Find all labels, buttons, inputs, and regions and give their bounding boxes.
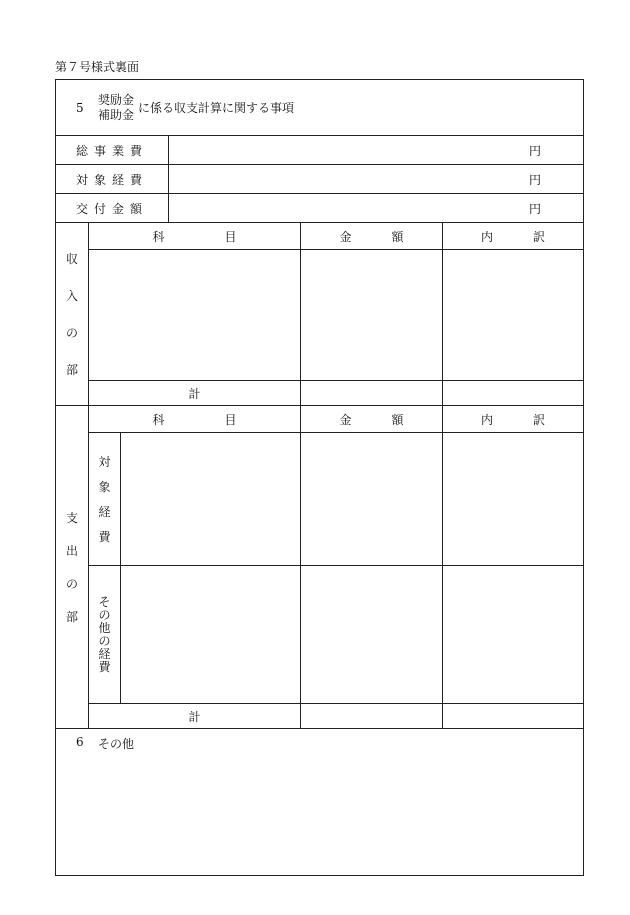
section5-option-hojokin: 補助金: [98, 107, 135, 122]
expense-section-label: 支 出 の 部: [56, 406, 89, 729]
summary-label-grant-amount: 交付金額: [56, 194, 169, 223]
yen-unit: 円: [529, 143, 542, 158]
income-uchiwake-field[interactable]: [443, 250, 584, 381]
income-total-label: 計: [89, 381, 301, 406]
expense-taisho-uchiwake-field[interactable]: [443, 433, 584, 566]
section6-other-field[interactable]: [56, 729, 584, 876]
expense-taisho-row: [56, 433, 584, 566]
summary-label-total-cost: 総事業費: [56, 136, 169, 165]
expense-header-kingaku: 金 額: [301, 406, 443, 433]
expense-total-uchiwake-field[interactable]: [443, 704, 584, 729]
expense-header-kamoku: 科 目: [89, 406, 301, 433]
expense-other-kingaku-field[interactable]: [301, 566, 443, 704]
expense-total-row: [56, 704, 584, 729]
yen-unit: 円: [529, 172, 542, 187]
section5-row: [56, 80, 584, 136]
summary-row-target-cost: [56, 165, 584, 194]
income-section-label: 収 入 の 部: [56, 223, 89, 406]
section6-number: 6: [76, 735, 84, 749]
expense-taisho-kamoku-field[interactable]: [121, 433, 301, 566]
summary-row-total-cost: [56, 136, 584, 165]
section5-heading: [56, 80, 584, 136]
section5-number: 5: [76, 100, 84, 115]
income-total-row: [56, 381, 584, 406]
yen-unit: 円: [529, 201, 542, 216]
income-header-kingaku: 金 額: [301, 223, 443, 250]
income-header-uchiwake: 内 訳: [443, 223, 584, 250]
summary-label-target-cost: 対象経費: [56, 165, 169, 194]
expense-taisho-kingaku-field[interactable]: [301, 433, 443, 566]
expense-other-uchiwake-field[interactable]: [443, 566, 584, 704]
expense-other-row: [56, 566, 584, 704]
summary-row-grant-amount: [56, 194, 584, 223]
section6-label: その他: [98, 737, 135, 751]
section5-title-rest: に係る収支計算に関する事項: [138, 101, 295, 115]
income-total-uchiwake-field[interactable]: [443, 381, 584, 406]
grant-amount-field[interactable]: [169, 194, 584, 223]
income-body-row: [56, 250, 584, 381]
expense-sub-label-other: そ の 他 の 経 費: [89, 566, 121, 704]
form-title: 第７号様式裏面: [55, 60, 140, 74]
total-cost-field[interactable]: [169, 136, 584, 165]
expense-header-row: [56, 406, 584, 433]
income-kamoku-field[interactable]: [89, 250, 301, 381]
expense-other-kamoku-field[interactable]: [121, 566, 301, 704]
expense-total-label: 計: [89, 704, 301, 729]
section6-row: [56, 729, 584, 876]
expense-total-kingaku-field[interactable]: [301, 704, 443, 729]
expense-header-uchiwake: 内 訳: [443, 406, 584, 433]
section5-option-shoreikin: 奨励金: [98, 92, 135, 107]
income-kingaku-field[interactable]: [301, 250, 443, 381]
income-header-kamoku: 科 目: [89, 223, 301, 250]
target-cost-field[interactable]: [169, 165, 584, 194]
income-total-kingaku-field[interactable]: [301, 381, 443, 406]
section5-options: [98, 93, 134, 123]
expense-sub-label-taisho: 対 象 経 費: [89, 433, 121, 566]
income-header-row: [56, 223, 584, 250]
income-expense-form: [55, 79, 584, 876]
